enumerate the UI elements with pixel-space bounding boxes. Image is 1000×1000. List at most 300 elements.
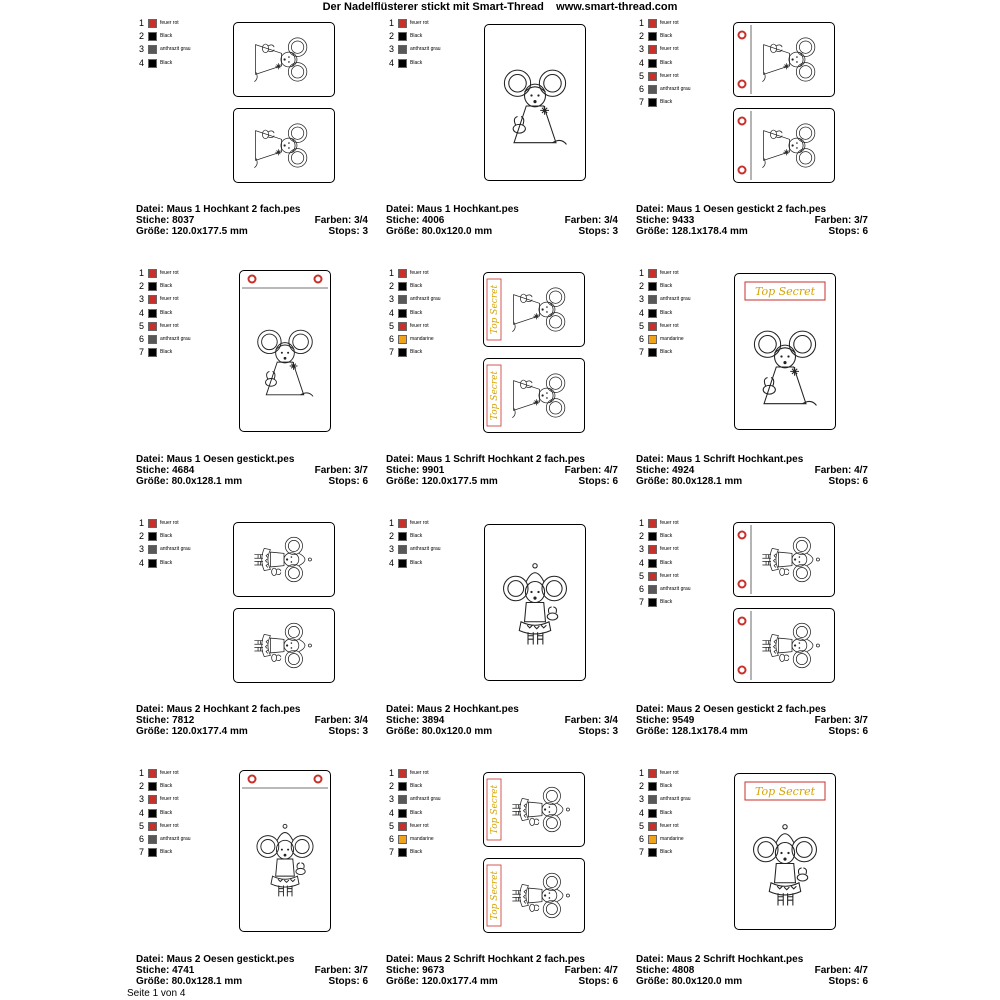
color-swatch [648,585,657,594]
design-info [386,704,618,737]
color-index: 1 [139,768,145,778]
color-name: feuer rot [660,822,679,829]
mouse-motif [234,523,334,596]
design-cell [636,768,876,987]
stitches-value: 9433 [672,215,695,226]
size-value: 120.0x177.4 mm [421,976,498,987]
color-name: feuer rot [660,546,679,553]
mouse-figure [512,787,569,831]
stops-field [829,976,868,987]
color-index: 2 [389,281,395,292]
color-name: feuer rot [160,20,179,26]
color-name: mandarine [660,835,684,842]
header-title: Der Nadelflüsterer stickt mit Smart-Thread [322,1,544,13]
stops-value: 3 [362,726,368,737]
color-swatch [398,348,407,357]
file-label: Datei: [386,704,417,715]
eyelet-mark [249,776,256,783]
design-preview-panel [734,273,836,430]
color-swatch [648,769,657,778]
color-swatch [398,322,407,331]
mouse-motif [734,109,834,182]
stops-label: Stops: [828,976,863,987]
colors-label: Farben: [814,465,855,476]
file-name: Maus 2 Hochkant 2 fach.pes [166,704,301,715]
color-index: 4 [139,307,145,318]
color-swatch [648,45,657,54]
stops-field [579,226,618,237]
mouse-figure [254,38,306,82]
size-value: 128.1x178.4 mm [671,226,748,237]
stitches-label: Stiche: [636,215,673,226]
color-name: Black [660,849,673,856]
color-index: 1 [389,518,395,528]
color-index: 3 [389,794,395,805]
color-swatch [148,519,157,528]
color-index: 6 [639,83,645,94]
color-name: feuer rot [660,270,679,276]
size-label: Größe: [386,476,422,487]
colors-value: 3/7 [854,215,868,226]
size-label: Größe: [386,976,422,987]
color-name: Black [160,283,173,290]
stops-label: Stops: [578,226,613,237]
color-name: Black [410,533,423,540]
stops-label: Stops: [328,976,363,987]
color-name: Black [660,809,673,816]
mouse-motif [485,25,585,180]
file-label: Datei: [136,704,167,715]
color-name: feuer rot [660,20,679,26]
mouse-figure [254,623,311,667]
size-label: Größe: [386,226,422,237]
color-index: 4 [639,807,645,818]
stitches-value: 7812 [172,715,195,726]
color-index: 1 [139,268,145,278]
eyelet-mark [739,81,746,88]
mouse-motif [734,609,834,682]
eyelet-mark [739,532,746,539]
color-swatch [648,322,657,331]
stitches-value: 8037 [172,215,195,226]
color-index: 4 [639,57,645,68]
stops-field [579,476,618,487]
color-name: Black [660,599,673,606]
colors-label: Farben: [564,715,605,726]
mouse-figure [258,330,313,396]
colors-field [315,215,368,226]
colors-field [315,465,368,476]
color-index: 6 [639,833,645,844]
design-cell [136,18,376,237]
header-url[interactable]: www.smart-thread.com [556,1,678,13]
color-index: 3 [389,44,395,55]
stops-label: Stops: [578,726,613,737]
file-label: Datei: [386,454,417,465]
eyelet-mark [739,118,746,125]
mouse-figure [512,374,564,418]
file-label: Datei: [636,704,667,715]
eyelet-mark [315,776,322,783]
design-preview-panel [233,608,335,683]
color-swatch [398,59,407,68]
top-secret-label: Top Secret [490,370,500,421]
color-index: 2 [139,281,145,292]
size-label: Größe: [636,476,672,487]
file-name: Maus 1 Oesen gestickt.pes [166,454,295,465]
color-swatch [148,795,157,804]
file-name: Maus 1 Hochkant.pes [416,204,519,215]
eyelet-mark [315,276,322,283]
color-name: Black [660,309,673,316]
color-swatch [398,269,407,278]
stops-value: 3 [612,726,618,737]
size-value: 80.0x128.1 mm [171,976,243,987]
color-name: anthrazit grau [160,46,191,53]
eyelet-mark [739,32,746,39]
color-swatch [648,835,657,844]
stops-label: Stops: [578,976,613,987]
color-index: 2 [389,781,395,792]
stops-label: Stops: [578,476,613,487]
file-label: Datei: [636,204,667,215]
color-index: 1 [639,768,645,778]
color-name: feuer rot [660,46,679,53]
mouse-motif [240,771,330,931]
color-index: 3 [139,294,145,305]
color-index: 7 [139,347,145,358]
color-index: 6 [139,333,145,344]
color-index: 5 [139,820,145,831]
color-name: Black [160,849,173,856]
design-preview-panel [483,358,585,433]
top-secret-label: Top Secret [490,870,500,921]
file-name: Maus 1 Oesen gestickt 2 fach.pes [666,204,827,215]
design-cell [636,518,876,737]
file-label: Datei: [636,454,667,465]
mouse-motif [735,774,835,929]
size-value: 80.0x120.0 mm [421,226,493,237]
design-cell [136,768,376,987]
file-name: Maus 2 Oesen gestickt 2 fach.pes [666,704,827,715]
color-swatch [398,795,407,804]
colors-label: Farben: [564,965,605,976]
color-index: 7 [639,347,645,358]
color-name: Black [660,99,673,106]
color-index: 6 [639,583,645,594]
color-name: Black [660,33,673,40]
color-swatch [148,835,157,844]
file-name: Maus 2 Hochkant.pes [416,704,519,715]
color-swatch [648,822,657,831]
color-swatch [648,848,657,857]
mouse-figure [512,873,569,917]
color-swatch [398,32,407,41]
color-index: 4 [389,307,395,318]
mouse-motif [485,525,585,680]
mouse-motif [734,523,834,596]
eyelet-mark [739,167,746,174]
mouse-figure [512,288,564,332]
color-name: Black [160,809,173,816]
color-name: anthrazit grau [410,796,441,803]
color-swatch [398,848,407,857]
design-preview-panel [733,608,835,683]
color-swatch [148,532,157,541]
color-name: feuer rot [660,770,679,776]
color-index: 4 [389,807,395,818]
color-swatch [648,85,657,94]
color-index: 1 [389,268,395,278]
color-swatch [648,795,657,804]
color-swatch [148,822,157,831]
design-preview-panel [483,272,585,347]
color-index: 3 [639,794,645,805]
file-name: Maus 2 Schrift Hochkant.pes [666,954,804,965]
stops-value: 6 [862,976,868,987]
color-name: feuer rot [410,822,429,829]
color-index: 4 [639,557,645,568]
design-cell [386,768,626,987]
color-name: anthrazit grau [660,296,691,303]
design-preview-panel [734,773,836,930]
mouse-figure [754,331,816,405]
stops-label: Stops: [328,226,363,237]
mouse-figure [754,825,817,906]
design-info [136,204,368,237]
design-info [386,954,618,987]
mouse-motif [734,23,834,96]
stops-label: Stops: [328,476,363,487]
color-name: Black [410,559,423,566]
mouse-figure [504,70,566,144]
color-name: feuer rot [410,322,429,329]
file-name: Maus 2 Oesen gestickt.pes [166,954,295,965]
colors-label: Farben: [314,465,355,476]
color-swatch [148,545,157,554]
stitches-label: Stiche: [386,715,423,726]
color-swatch [148,348,157,357]
color-name: Black [160,783,173,790]
color-swatch [398,545,407,554]
color-name: feuer rot [160,322,179,329]
color-index: 1 [139,518,145,528]
color-swatch [398,822,407,831]
design-cell [386,518,626,737]
stitches-label: Stiche: [386,215,423,226]
color-name: feuer rot [160,520,179,526]
design-preview-panel [484,524,586,681]
colors-value: 3/7 [854,715,868,726]
color-name: Black [410,59,423,66]
size-value: 80.0x128.1 mm [171,476,243,487]
stitches-label: Stiche: [636,465,673,476]
color-name: anthrazit grau [160,546,191,553]
color-index: 6 [139,833,145,844]
color-index: 7 [639,847,645,858]
colors-field [815,965,868,976]
color-name: Black [410,309,423,316]
color-swatch [398,19,407,28]
top-secret-label: Top Secret [490,284,500,335]
color-swatch [648,519,657,528]
stitches-label: Stiche: [636,965,673,976]
stops-value: 6 [362,476,368,487]
colors-value: 4/7 [854,465,868,476]
color-name: Black [410,33,423,40]
color-swatch [648,32,657,41]
stops-value: 3 [612,226,618,237]
color-swatch [148,322,157,331]
stitches-label: Stiche: [136,715,173,726]
top-secret-label: Top Secret [754,785,816,798]
color-index: 2 [639,31,645,42]
color-name: feuer rot [160,770,179,776]
color-index: 4 [139,57,145,68]
mouse-figure [762,38,814,82]
size-value: 120.0x177.4 mm [171,726,248,737]
design-info [386,204,618,237]
size-label: Größe: [136,226,172,237]
stitches-value: 9673 [422,965,445,976]
color-name: Black [160,59,173,66]
stops-label: Stops: [828,476,863,487]
design-cell [636,18,876,237]
design-cell [136,518,376,737]
design-cell [386,268,626,487]
file-label: Datei: [636,954,667,965]
mouse-figure [762,124,814,168]
color-swatch [648,269,657,278]
color-swatch [148,809,157,818]
color-swatch [148,335,157,344]
stops-field [829,476,868,487]
color-name: feuer rot [660,572,679,579]
stitches-label: Stiche: [386,965,423,976]
page-header [0,0,1000,14]
color-swatch [648,98,657,107]
design-preview-panel [233,108,335,183]
color-name: anthrazit grau [160,335,191,342]
colors-label: Farben: [314,215,355,226]
design-info [636,954,868,987]
stops-field [579,976,618,987]
mouse-motif [234,609,334,682]
stops-field [829,226,868,237]
stops-value: 6 [612,476,618,487]
stitches-label: Stiche: [136,215,173,226]
color-index: 3 [639,544,645,555]
stitches-value: 4924 [672,465,695,476]
colors-field [815,465,868,476]
color-swatch [648,19,657,28]
color-name: feuer rot [160,822,179,829]
size-label: Größe: [636,726,672,737]
color-swatch [148,848,157,857]
color-swatch [148,295,157,304]
color-name: Black [660,349,673,356]
stops-label: Stops: [828,726,863,737]
colors-label: Farben: [314,715,355,726]
color-index: 2 [389,531,395,542]
stitches-value: 4808 [672,965,695,976]
color-index: 5 [639,820,645,831]
color-name: Black [660,59,673,66]
design-preview-panel [733,22,835,97]
stops-field [829,726,868,737]
color-name: Black [660,533,673,540]
color-index: 7 [389,847,395,858]
design-preview-panel [239,270,331,432]
color-name: Black [160,33,173,40]
mouse-figure [257,824,313,896]
stitches-label: Stiche: [386,465,423,476]
color-name: feuer rot [660,520,679,526]
colors-field [565,215,618,226]
design-preview-panel [239,770,331,932]
color-name: Black [660,283,673,290]
size-label: Größe: [386,726,422,737]
color-name: anthrazit grau [160,835,191,842]
color-swatch [398,309,407,318]
color-swatch [148,19,157,28]
file-label: Datei: [386,204,417,215]
color-name: anthrazit grau [660,85,691,92]
color-name: feuer rot [660,322,679,329]
size-label: Größe: [636,226,672,237]
stops-label: Stops: [328,726,363,737]
design-info [386,454,618,487]
design-info [636,454,868,487]
color-index: 6 [389,833,395,844]
eyelet-mark [739,581,746,588]
design-preview-panel [233,22,335,97]
color-swatch [648,282,657,291]
design-cell [636,268,876,487]
colors-label: Farben: [564,215,605,226]
color-index: 2 [139,531,145,542]
color-index: 4 [139,807,145,818]
color-name: Black [410,809,423,816]
color-name: feuer rot [160,296,179,303]
mouse-motif [234,23,334,96]
color-index: 1 [139,18,145,28]
top-secret-label: Top Secret [490,784,500,835]
color-name: Black [410,283,423,290]
color-swatch [398,835,407,844]
color-index: 1 [639,268,645,278]
color-swatch [148,282,157,291]
color-name: feuer rot [410,520,429,526]
stitches-value: 4741 [172,965,195,976]
color-swatch [148,269,157,278]
colors-value: 3/4 [604,715,618,726]
color-name: Black [410,349,423,356]
stitches-value: 4684 [172,465,195,476]
color-swatch [648,559,657,568]
color-name: feuer rot [410,770,429,776]
color-name: feuer rot [160,270,179,276]
color-name: Black [660,783,673,790]
stops-value: 6 [862,726,868,737]
file-label: Datei: [136,954,167,965]
color-swatch [398,769,407,778]
color-swatch [648,59,657,68]
colors-value: 3/4 [354,715,368,726]
color-swatch [148,769,157,778]
stops-field [329,476,368,487]
stops-field [579,726,618,737]
